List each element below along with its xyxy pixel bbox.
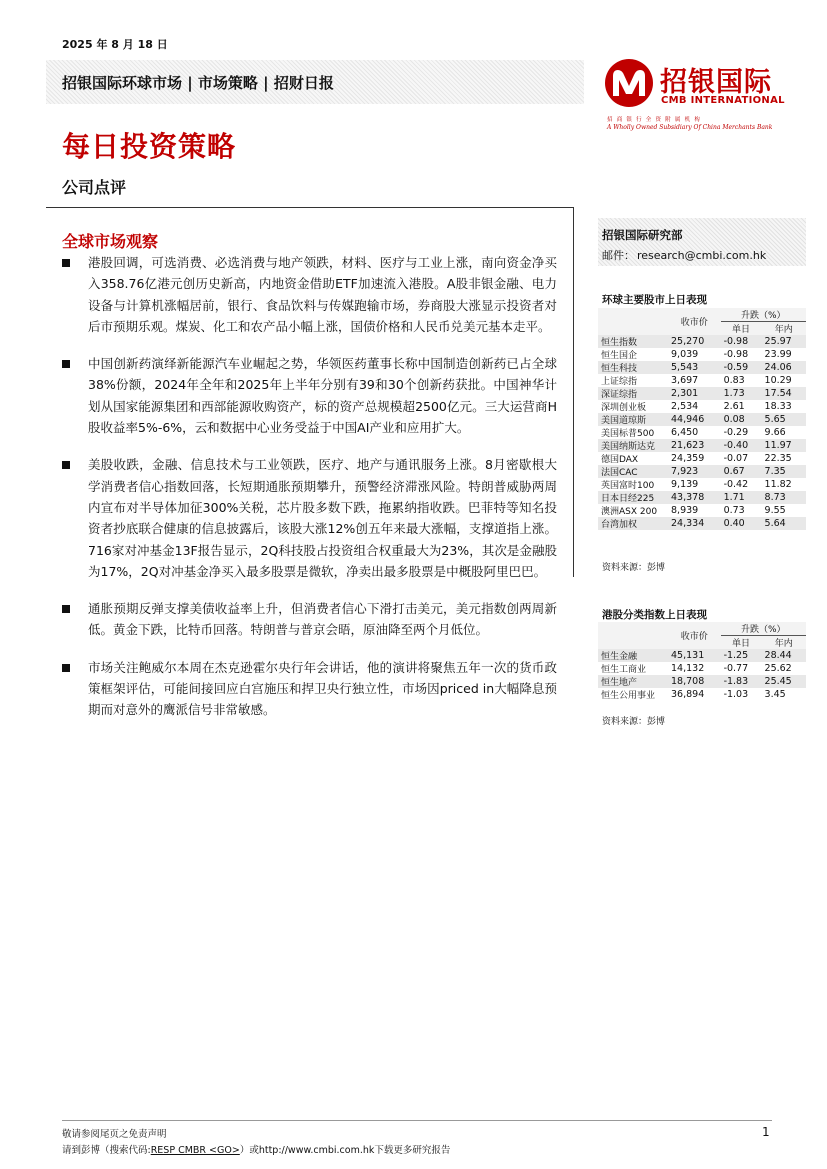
row-ytd-change: 11.97 <box>762 439 806 452</box>
row-ytd-change: 17.54 <box>762 387 806 400</box>
table-row <box>598 348 806 361</box>
row-name: 日本日经225 <box>598 491 668 504</box>
row-name: 台湾加权 <box>598 517 668 530</box>
row-name: 德国DAX <box>598 452 668 465</box>
hk-sector-table <box>598 622 806 701</box>
row-name: 美国道琼斯 <box>598 413 668 426</box>
table-row <box>598 374 806 387</box>
table1-corner <box>598 308 668 322</box>
table1-col-ytd: 年内 <box>762 322 806 336</box>
bullet-item <box>62 657 557 721</box>
row-name: 恒生地产 <box>598 675 668 688</box>
table-row <box>598 400 806 413</box>
footer-pre: 请到彭博（搜索代码: <box>62 1145 151 1156</box>
row-price: 24,359 <box>668 452 721 465</box>
row-name: 美国标普500 <box>598 426 668 439</box>
bullet-item <box>62 598 557 641</box>
table2-corner <box>598 622 668 636</box>
table2-col-change: 升跌（%） <box>721 622 806 636</box>
row-ytd-change: 18.33 <box>762 400 806 413</box>
logo-subtitle-en: A Wholly Owned Subsidiary Of China Merchants Bank <box>607 124 773 131</box>
table-row <box>598 387 806 400</box>
row-ytd-change: 7.35 <box>762 465 806 478</box>
row-price: 36,894 <box>668 688 721 701</box>
table-row <box>598 688 806 701</box>
table-row <box>598 504 806 517</box>
bullet-list <box>62 252 557 737</box>
bullet-text: 通胀预期反弹支撑美债收益率上升，但消费者信心下滑打击美元，美元指数创两周新低。黄金下跌，比特币回落。特朗普与普京会晤，原油降至两个月低位。 <box>88 601 557 638</box>
row-day-change: 0.83 <box>721 374 762 387</box>
email-label: 邮件： <box>602 249 635 262</box>
footer-post: 下载更多研究报告 <box>374 1145 451 1156</box>
table1-source: 资料来源：彭博 <box>602 563 666 573</box>
table1-title: 环球主要股市上日表现 <box>602 294 707 306</box>
row-name: 上证综指 <box>598 374 668 387</box>
row-ytd-change: 25.97 <box>762 335 806 348</box>
document-title: 每日投资策略 <box>62 130 237 163</box>
row-name: 恒生公用事业 <box>598 688 668 701</box>
row-price: 2,301 <box>668 387 721 400</box>
row-name: 深圳创业板 <box>598 400 668 413</box>
table-row <box>598 491 806 504</box>
row-name: 恒生工商业 <box>598 662 668 675</box>
footer-disclaimer: 敬请参阅尾页之免责声明 <box>62 1129 167 1140</box>
row-ytd-change: 25.45 <box>762 675 806 688</box>
row-ytd-change: 24.06 <box>762 361 806 374</box>
row-day-change: -0.59 <box>721 361 762 374</box>
table-row <box>598 413 806 426</box>
row-day-change: -0.98 <box>721 348 762 361</box>
row-day-change: 0.08 <box>721 413 762 426</box>
table2-title: 港股分类指数上日表现 <box>602 609 707 621</box>
row-ytd-change: 22.35 <box>762 452 806 465</box>
row-day-change: -1.03 <box>721 688 762 701</box>
row-ytd-change: 9.66 <box>762 426 806 439</box>
document-subtitle: 公司点评 <box>62 178 127 197</box>
row-day-change: -1.83 <box>721 675 762 688</box>
row-name: 美国纳斯达克 <box>598 439 668 452</box>
research-dept: 招银国际研究部 <box>602 228 683 242</box>
row-day-change: -1.25 <box>721 649 762 662</box>
row-ytd-change: 23.99 <box>762 348 806 361</box>
bullet-square-icon <box>62 664 70 672</box>
bullet-item <box>62 454 557 582</box>
table-row <box>598 439 806 452</box>
row-name: 澳洲ASX 200 <box>598 504 668 517</box>
row-price: 18,708 <box>668 675 721 688</box>
row-day-change: 1.73 <box>721 387 762 400</box>
row-day-change: -0.98 <box>721 335 762 348</box>
table1-col-change: 升跌（%） <box>721 308 806 322</box>
bullet-square-icon <box>62 605 70 613</box>
row-price: 6,450 <box>668 426 721 439</box>
bloomberg-code-link[interactable]: RESP CMBR <GO> <box>150 1145 240 1156</box>
table-row <box>598 662 806 675</box>
row-price: 24,334 <box>668 517 721 530</box>
table2-source: 资料来源：彭博 <box>602 717 666 727</box>
header-title: 招银国际环球市场 | 市场策略 | 招财日报 <box>62 74 334 92</box>
table2-col-day: 单日 <box>721 636 762 650</box>
row-day-change: 1.71 <box>721 491 762 504</box>
row-day-change: -0.07 <box>721 452 762 465</box>
footer-mid: ）或 <box>239 1145 259 1156</box>
row-ytd-change: 11.82 <box>762 478 806 491</box>
row-ytd-change: 5.65 <box>762 413 806 426</box>
row-price: 8,939 <box>668 504 721 517</box>
row-price: 9,039 <box>668 348 721 361</box>
table-row <box>598 426 806 439</box>
email-address[interactable]: research@cmbi.com.hk <box>637 249 767 262</box>
row-ytd-change: 8.73 <box>762 491 806 504</box>
row-day-change: 0.73 <box>721 504 762 517</box>
row-price: 9,139 <box>668 478 721 491</box>
row-name: 恒生金融 <box>598 649 668 662</box>
bullet-text: 美股收跌，金融、信息技术与工业领跌，医疗、地产与通讯服务上涨。8月密歇根大学消费者信心指数回落，长短期通胀预期攀升，预警经济滞涨风险。特朗普威胁两周内宣布对半导体加征300%关税，芯片股多数下跌，拖累纳指收跌。巴菲特等知名投资者抄底联合健康的信息披露后，该股大涨12%创五年来最大涨幅，支撑道指上涨。716家对冲基金13F报告显示，2Q科技股占投资组合权重最大为23%，其次是金融股为17%，2Q对冲基金净买入最多股票是微软，净卖出最多股票是中概股阿里巴巴。 <box>88 457 557 579</box>
row-name: 法国CAC <box>598 465 668 478</box>
row-ytd-change: 25.62 <box>762 662 806 675</box>
row-day-change: -0.29 <box>721 426 762 439</box>
row-price: 3,697 <box>668 374 721 387</box>
logo-name-cn: 招银国际 <box>660 67 772 98</box>
row-ytd-change: 10.29 <box>762 374 806 387</box>
table2-col-price: 收市价 <box>668 622 721 649</box>
section-heading: 全球市场观察 <box>62 232 159 251</box>
table-row <box>598 649 806 662</box>
row-name: 恒生指数 <box>598 335 668 348</box>
table-row <box>598 452 806 465</box>
table2-corner2 <box>598 636 668 650</box>
table1-col-price: 收市价 <box>668 308 721 335</box>
row-ytd-change: 3.45 <box>762 688 806 701</box>
column-divider <box>573 207 574 577</box>
logo-name-en: CMB INTERNATIONAL <box>661 95 785 106</box>
row-price: 25,270 <box>668 335 721 348</box>
bullet-text: 市场关注鲍威尔本周在杰克逊霍尔央行年会讲话，他的演讲将聚焦五年一次的货币政策框架评估，可能间接回应白宫施压和捍卫央行独立性，市场因priced in大幅降息预期而对意外的鹰派信号非常敏感。 <box>88 659 557 718</box>
row-name: 恒生科技 <box>598 361 668 374</box>
row-day-change: -0.40 <box>721 439 762 452</box>
bullet-item <box>62 353 557 438</box>
row-price: 7,923 <box>668 465 721 478</box>
row-day-change: 0.67 <box>721 465 762 478</box>
row-day-change: -0.77 <box>721 662 762 675</box>
row-price: 44,946 <box>668 413 721 426</box>
row-day-change: -0.42 <box>721 478 762 491</box>
table-row <box>598 465 806 478</box>
row-ytd-change: 9.55 <box>762 504 806 517</box>
bullet-square-icon <box>62 259 70 267</box>
website-link[interactable]: http://www.cmbi.com.hk <box>258 1145 375 1156</box>
row-day-change: 0.40 <box>721 517 762 530</box>
logo-subtitle-cn: 招商银行全资附属机构 <box>607 117 705 123</box>
table-row <box>598 675 806 688</box>
bullet-text: 中国创新药演绎新能源汽车业崛起之势，华领医药董事长称中国制造创新药已占全球38%份额，2024年全年和2025年上半年分别有39和30个创新药获批。中国神华计划从国家能源集团和西部能源收购资产，标的资产总规模超2500亿元。三大运营商H股收益率5%-6%，云和数据中心业务受益于中国AI产业和应用扩大。 <box>88 356 557 436</box>
row-price: 5,543 <box>668 361 721 374</box>
table2-col-ytd: 年内 <box>762 636 806 650</box>
header-divider <box>46 207 573 208</box>
report-date: 2025 年 8 月 18 日 <box>62 38 168 51</box>
bullet-item <box>62 252 557 337</box>
global-markets-table <box>598 308 806 530</box>
footer-download-line <box>62 1142 450 1156</box>
page-number: 1 <box>762 1125 770 1139</box>
row-price: 43,378 <box>668 491 721 504</box>
bullet-square-icon <box>62 461 70 469</box>
table-row <box>598 478 806 491</box>
cmb-logo-icon <box>604 58 654 108</box>
row-name: 恒生国企 <box>598 348 668 361</box>
row-price: 14,132 <box>668 662 721 675</box>
row-ytd-change: 28.44 <box>762 649 806 662</box>
row-price: 21,623 <box>668 439 721 452</box>
row-day-change: 2.61 <box>721 400 762 413</box>
table-row <box>598 517 806 530</box>
row-name: 深证综指 <box>598 387 668 400</box>
table1-col-day: 单日 <box>721 322 762 336</box>
footer-divider <box>62 1120 772 1121</box>
table-row <box>598 335 806 348</box>
table1-corner2 <box>598 322 668 336</box>
bullet-square-icon <box>62 360 70 368</box>
table-row <box>598 361 806 374</box>
row-price: 45,131 <box>668 649 721 662</box>
contact-email <box>602 247 766 263</box>
row-ytd-change: 5.64 <box>762 517 806 530</box>
row-price: 2,534 <box>668 400 721 413</box>
bullet-text: 港股回调，可选消费、必选消费与地产领跌，材料、医疗与工业上涨，南向资金净买入358.76亿港元创历史新高，内地资金借助ETF加速流入港股。A股非银金融、电力设备与计算机涨幅居前，银行、食品饮料与传媒跑输市场，券商股大涨显示投资者对后市预期乐观。煤炭、化工和农产品小幅上涨，国债价格和人民币兑美元基本走平。 <box>88 255 557 334</box>
row-name: 英国富时100 <box>598 478 668 491</box>
